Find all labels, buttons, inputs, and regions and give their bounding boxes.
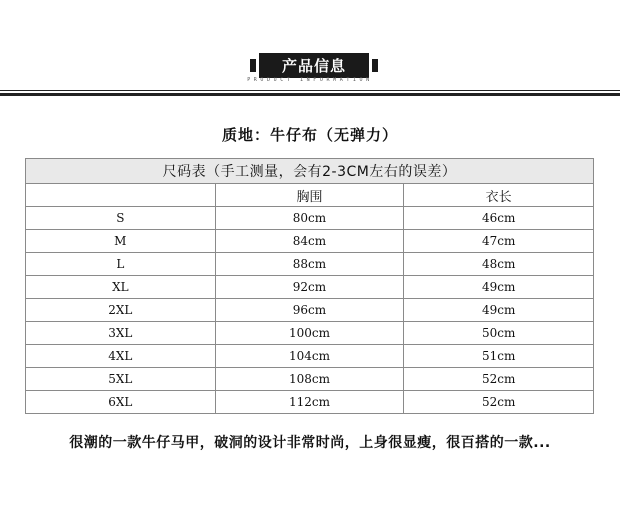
size-cell: L <box>26 253 216 276</box>
length-cell: 51cm <box>404 345 594 368</box>
table-row <box>26 299 594 322</box>
badge-left-notch <box>250 59 256 72</box>
chest-cell: 80cm <box>215 207 404 230</box>
table-row <box>26 230 594 253</box>
section-subtitle: PRODUCT INFORMATION <box>247 77 373 83</box>
size-cell: 4XL <box>26 345 216 368</box>
length-cell: 52cm <box>404 368 594 391</box>
product-description: 很潮的一款牛仔马甲，破洞的设计非常时尚，上身很显瘦，很百搭的一款... <box>69 435 551 451</box>
chest-cell: 108cm <box>215 368 404 391</box>
material-info: 质地：牛仔布（无弹力） <box>221 126 398 144</box>
divider-thick <box>0 93 620 96</box>
length-cell: 49cm <box>404 276 594 299</box>
length-cell: 52cm <box>404 391 594 414</box>
chest-cell: 84cm <box>215 230 404 253</box>
chest-cell: 112cm <box>215 391 404 414</box>
table-row <box>26 253 594 276</box>
size-chart-caption: 尺码表（手工测量，会有2-3CM左右的误差） <box>26 159 594 184</box>
size-cell: M <box>26 230 216 253</box>
table-row <box>26 345 594 368</box>
size-cell: 3XL <box>26 322 216 345</box>
length-cell: 47cm <box>404 230 594 253</box>
section-header <box>0 0 620 100</box>
length-cell: 46cm <box>404 207 594 230</box>
table-row <box>26 368 594 391</box>
column-header-size <box>26 184 216 207</box>
size-chart-table <box>25 158 594 414</box>
column-header-chest: 胸围 <box>215 184 404 207</box>
table-row <box>26 391 594 414</box>
chest-cell: 100cm <box>215 322 404 345</box>
size-cell: 5XL <box>26 368 216 391</box>
column-header-length: 衣长 <box>404 184 594 207</box>
chest-cell: 92cm <box>215 276 404 299</box>
section-title-badge <box>259 53 369 78</box>
divider-thin <box>0 90 620 91</box>
size-cell: S <box>26 207 216 230</box>
size-cell: XL <box>26 276 216 299</box>
table-row <box>26 322 594 345</box>
length-cell: 49cm <box>404 299 594 322</box>
chest-cell: 104cm <box>215 345 404 368</box>
length-cell: 50cm <box>404 322 594 345</box>
chest-cell: 96cm <box>215 299 404 322</box>
size-cell: 2XL <box>26 299 216 322</box>
table-row <box>26 207 594 230</box>
table-row <box>26 276 594 299</box>
chest-cell: 88cm <box>215 253 404 276</box>
badge-right-notch <box>372 59 378 72</box>
length-cell: 48cm <box>404 253 594 276</box>
size-cell: 6XL <box>26 391 216 414</box>
section-title: 产品信息 <box>281 57 346 75</box>
